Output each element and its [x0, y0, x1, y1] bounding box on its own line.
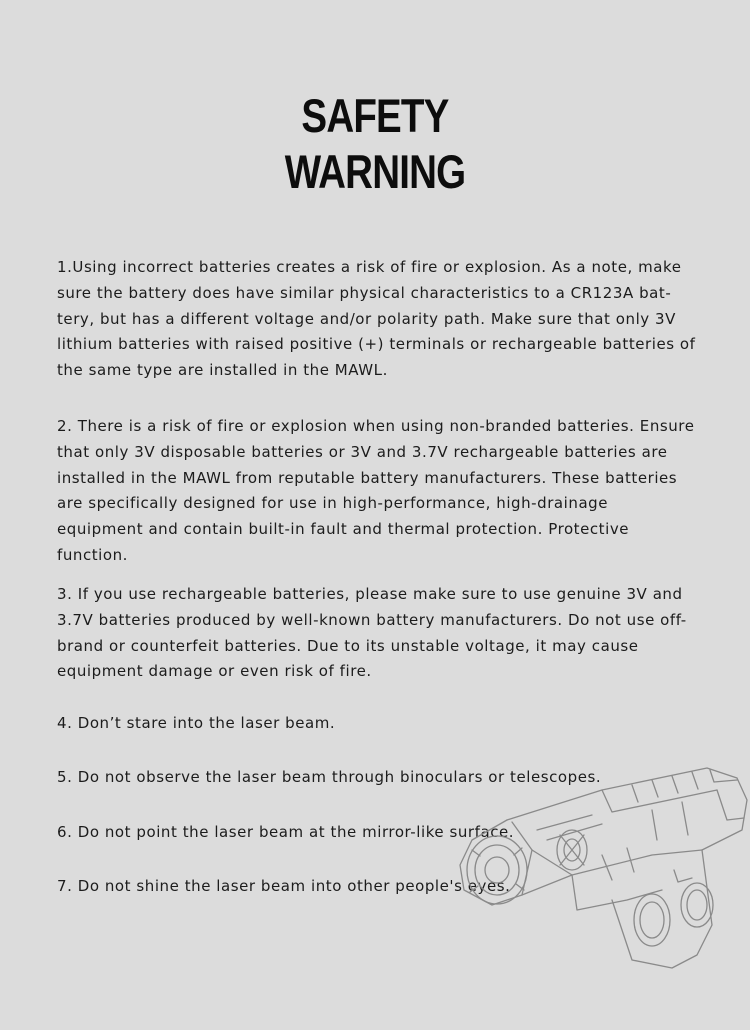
- title-line-2: WARNING: [284, 145, 466, 198]
- warning-item-1: 1.Using incorrect batteries creates a risk of fire or explosion. As a note, make sure the battery does have similar physical characteristics to a CR123A bat-tery, but has a different voltage and/or polarity path. Make sure that only 3V lithium batteries with raised positive (+) terminals or rechargeable batteries of the same type are installed in the MAWL.: [57, 258, 696, 380]
- warning-item-7: 7. Do not shine the laser beam into other people's eyes.: [57, 877, 511, 895]
- page-title: [68, 88, 683, 200]
- warning-item-6: 6. Do not point the laser beam at the mirror-like surface.: [57, 823, 515, 841]
- warning-item-5: 5. Do not observe the laser beam through binoculars or telescopes.: [57, 768, 602, 786]
- title-line-1: SAFETY: [301, 89, 449, 142]
- warning-item-3: 3. If you use rechargeable batteries, please make sure to use genuine 3V and 3.7V batteries produced by well-known battery manufacturers. Do not use off-brand or counterfeit batteries. Due to its unstable voltage, it may cause equipment damage or even risk of fire.: [57, 585, 687, 681]
- warning-item-2: 2. There is a risk of fire or explosion when using non-branded batteries. Ensure that only 3V disposable batteries or 3V and 3.7V rechargeable batteries are installed in the MAWL from reputable battery manufacturers. These batteries are specifically designed for use in high-performance, high-drainage equipment and contain built-in fault and thermal protection. Protective function.: [57, 417, 695, 564]
- laser-device-icon: [452, 760, 750, 970]
- warning-item-4: 4. Don’t stare into the laser beam.: [57, 714, 336, 732]
